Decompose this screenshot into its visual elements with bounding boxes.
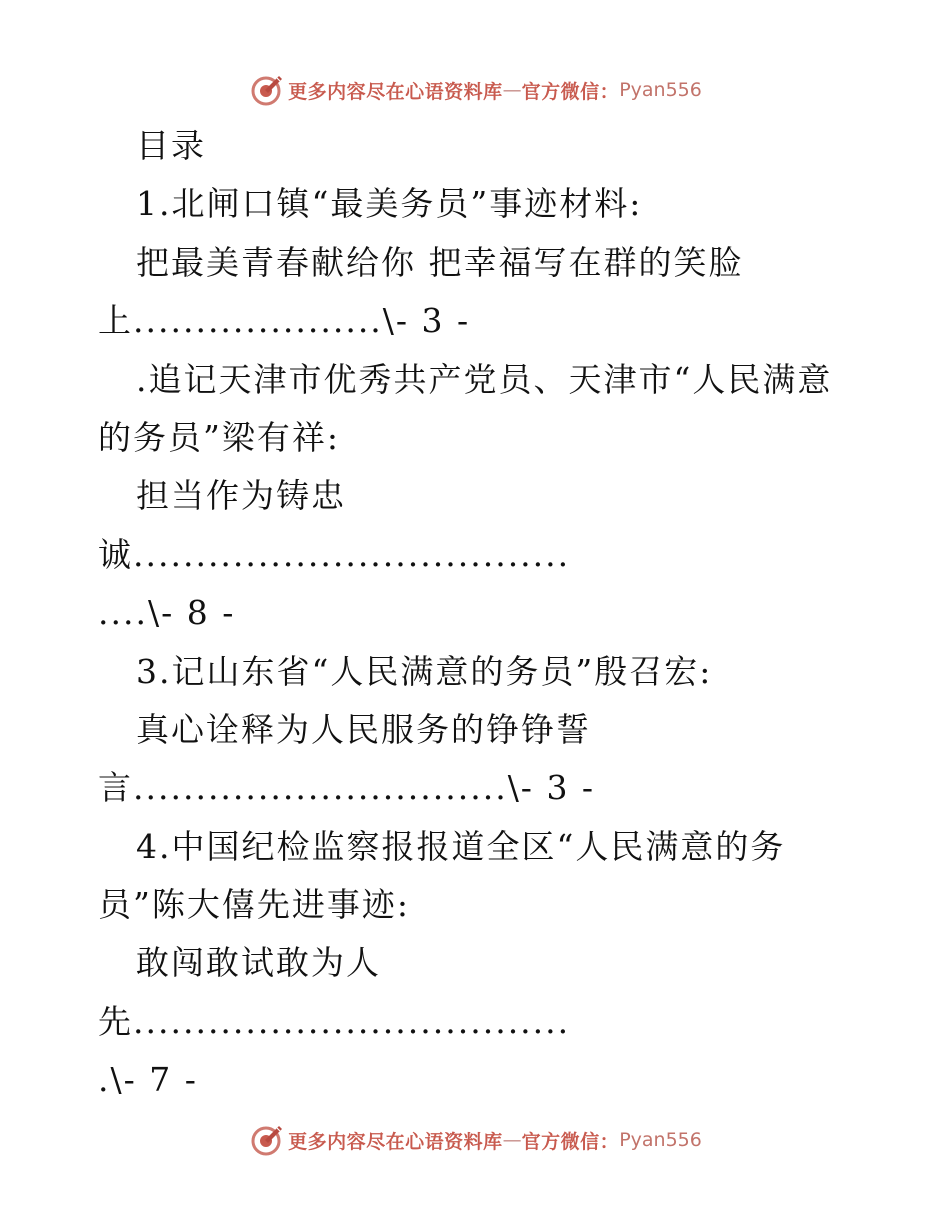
- watermark-label: 官方微信：: [521, 80, 620, 103]
- watermark-account: Pyan556: [619, 1129, 702, 1151]
- watermark-dash: —: [502, 1129, 522, 1151]
- toc-entry-1-title: 1.北闸口镇“最美务员”事迹材料:: [136, 184, 643, 224]
- watermark-label: 官方微信：: [521, 1130, 620, 1153]
- toc-entry-4-title-cont: 员”陈大僖先进事迹:: [98, 885, 410, 925]
- watermark-header: [0, 70, 950, 110]
- toc-body: [98, 117, 858, 1110]
- watermark-footer: [0, 1120, 950, 1160]
- toc-entry-2-title: .追记天津市优秀共产党员、天津市“人民满意: [136, 359, 833, 399]
- pen-logo-icon: [248, 1122, 284, 1158]
- toc-entry-2-title-cont: 的务员”梁有祥:: [98, 417, 340, 457]
- toc-entry-4-title: 4.中国纪检监察报报道全区“人民满意的务: [136, 826, 786, 866]
- toc-entry-3-leader: 言..............................\- 3 -: [98, 768, 596, 808]
- toc-entry-3-title: 3.记山东省“人民满意的务员”殷召宏:: [136, 651, 713, 691]
- toc-entry-2-subtitle: 担当作为铸忠: [136, 476, 346, 516]
- toc-entry-2-leader: 诚...................................: [98, 534, 571, 574]
- watermark-brand: 更多内容尽在心语资料库: [288, 80, 503, 103]
- toc-entry-3-subtitle: 真心诠释为人民服务的铮铮誓: [136, 709, 591, 749]
- toc-entry-4-leader: 先...................................: [98, 1001, 571, 1041]
- toc-heading: 目录: [136, 126, 206, 165]
- toc-entry-4-page: .\- 7 -: [98, 1060, 198, 1100]
- toc-entry-1-subtitle: 把最美青春献给你 把幸福写在群的笑脸: [136, 242, 744, 282]
- watermark-dash: —: [502, 79, 522, 101]
- watermark-brand: 更多内容尽在心语资料库: [288, 1130, 503, 1153]
- pen-logo-icon: [248, 72, 284, 108]
- toc-entry-4-subtitle: 敢闯敢试敢为人: [136, 943, 381, 983]
- watermark-account: Pyan556: [619, 79, 702, 101]
- toc-entry-1-leader: 上....................\- 3 -: [98, 301, 471, 341]
- toc-entry-2-page: ....\- 8 -: [98, 593, 236, 633]
